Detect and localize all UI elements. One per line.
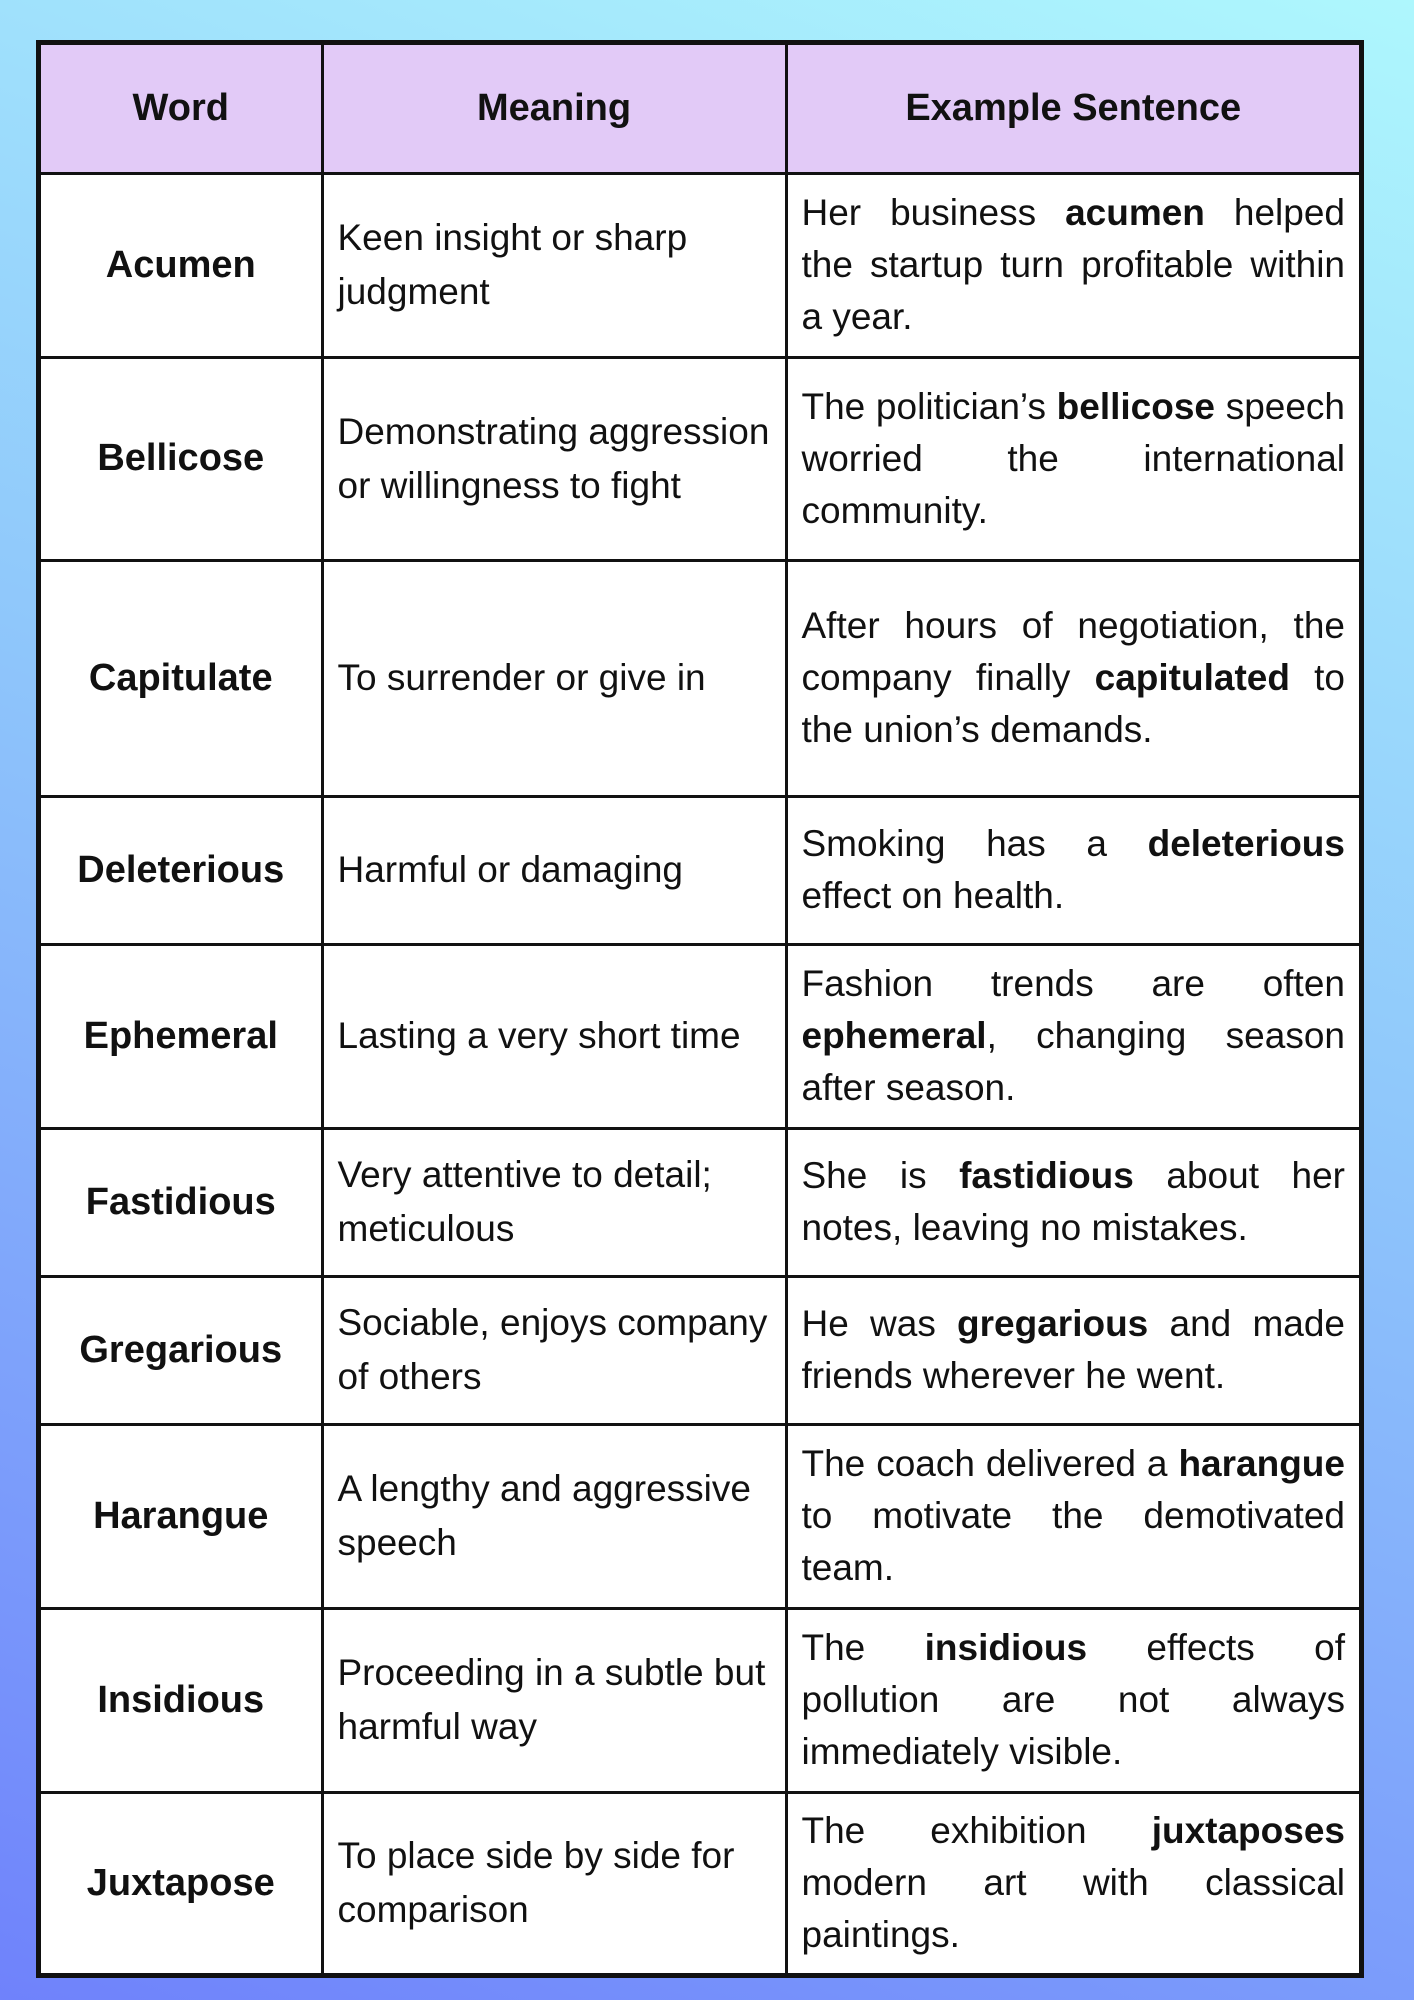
meaning-cell: Proceeding in a subtle but harmful way [322,1608,786,1792]
example-cell [786,1276,1359,1424]
meaning-cell: Harmful or damaging [322,796,786,944]
table-row [41,357,1359,560]
table-row [41,1424,1359,1608]
header-meaning: Meaning [322,45,786,173]
example-text: Her business [801,192,1066,233]
example-text: He was [801,1303,958,1344]
example-keyword: ephemeral [801,1015,987,1056]
example-text: Fashion trends are often [801,963,1345,1004]
header-example-sentence: Example Sentence [786,45,1359,173]
table-row [41,1128,1359,1276]
example-keyword: capitulated [1094,657,1290,698]
table-row [41,173,1359,357]
example-text: effects of pollution are not always immediately visible. [801,1627,1345,1772]
example-cell [786,560,1359,796]
meaning-cell: Keen insight or sharp judgment [322,173,786,357]
example-text: about her notes, leaving no mistakes. [801,1155,1345,1248]
example-cell [786,1424,1359,1608]
example-text: helped the startup turn profitable within a year. [801,192,1345,337]
table-row [41,1276,1359,1424]
vocabulary-sheet [36,40,1364,1978]
word-cell: Harangue [41,1424,322,1608]
example-keyword: insidious [924,1627,1088,1668]
example-keyword: fastidious [959,1155,1134,1196]
table-row [41,1608,1359,1792]
example-text: The coach delivered a [801,1443,1179,1484]
meaning-cell: Demonstrating aggression or willingness to fight [322,357,786,560]
word-cell: Juxtapose [41,1792,322,1973]
example-text: Smoking has a [801,823,1148,864]
example-cell [786,173,1359,357]
example-text: She is [801,1155,960,1196]
word-cell: Fastidious [41,1128,322,1276]
word-cell: Ephemeral [41,944,322,1128]
example-cell [786,796,1359,944]
word-cell: Bellicose [41,357,322,560]
meaning-cell: To place side by side for comparison [322,1792,786,1973]
example-text: The [801,1627,925,1668]
header-row [41,45,1359,173]
example-text: After hours of negotiation, the company finally [801,605,1345,698]
table-row [41,796,1359,944]
word-cell: Capitulate [41,560,322,796]
meaning-cell: A lengthy and aggressive speech [322,1424,786,1608]
word-cell: Deleterious [41,796,322,944]
example-text: The politician’s [801,385,1057,427]
example-keyword: juxtaposes [1151,1810,1345,1852]
example-keyword: deleterious [1147,823,1345,864]
example-text: to motivate the demotivated team. [801,1495,1345,1588]
meaning-cell: Sociable, enjoys company of others [322,1276,786,1424]
example-cell [786,1792,1359,1973]
meaning-cell: To surrender or give in [322,560,786,796]
example-cell [786,357,1359,560]
example-text: The exhibition [801,1810,1152,1852]
table-row [41,1792,1359,1973]
table-row [41,560,1359,796]
word-cell: Insidious [41,1608,322,1792]
example-cell [786,944,1359,1128]
example-text: to the union’s demands. [801,657,1346,750]
word-cell: Acumen [41,173,322,357]
example-text: , changing season after season. [801,1015,1345,1108]
example-keyword: acumen [1065,192,1205,233]
example-keyword: harangue [1178,1443,1345,1484]
header-word: Word [41,45,322,173]
example-text: modern art with classical paintings. [801,1862,1345,1956]
vocabulary-table [41,45,1359,1973]
example-text: effect on health. [801,875,1065,916]
example-keyword: bellicose [1056,385,1216,427]
example-keyword: gregarious [957,1303,1149,1344]
table-row [41,944,1359,1128]
example-cell [786,1128,1359,1276]
example-cell [786,1608,1359,1792]
example-text: and made friends wherever he went. [801,1303,1345,1396]
word-cell: Gregarious [41,1276,322,1424]
example-text: speech worried the international community. [801,385,1346,531]
meaning-cell: Lasting a very short time [322,944,786,1128]
meaning-cell: Very attentive to detail; meticulous [322,1128,786,1276]
